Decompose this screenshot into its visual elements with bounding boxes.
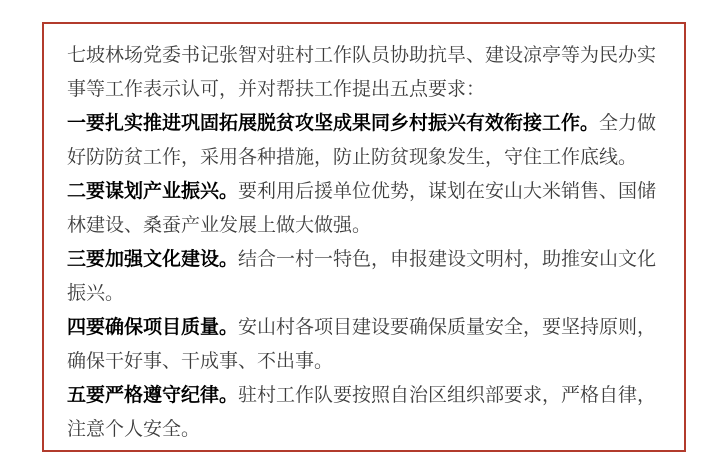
intro-paragraph <box>67 39 662 107</box>
paragraph-lead: 二要谋划产业振兴。 <box>67 181 239 202</box>
paragraph-lead: 一要扎实推进巩固拓展脱贫攻坚成果同乡村振兴有效衔接工作。 <box>67 113 600 134</box>
paragraph-point-5 <box>67 379 662 447</box>
paragraph-text: 要利用后援单位优势，谋划在安山大米销售、国储林建设、桑蚕产业发展上做大做强。 <box>67 181 657 236</box>
paragraph-lead: 四要确保项目质量。 <box>67 317 239 338</box>
paragraph-text: 全力做好防防贫工作，采用各种措施，防止防贫现象发生，守住工作底线。 <box>67 113 657 168</box>
paragraph-text: 结合一村一特色，申报建设文明村，助推安山文化振兴。 <box>67 249 657 304</box>
paragraph-text: 驻村工作队要按照自治区组织部要求，严格自律，注意个人安全。 <box>67 385 657 440</box>
paragraph-lead: 三要加强文化建设。 <box>67 249 239 270</box>
paragraph-point-2 <box>67 175 662 243</box>
paragraph-point-4 <box>67 311 662 379</box>
paragraph-point-1 <box>67 107 662 175</box>
paragraph-lead: 五要严格遵守纪律。 <box>67 385 239 406</box>
paragraph-text: 安山村各项目建设要确保质量安全，要坚持原则，确保干好事、干成事、不出事。 <box>67 317 657 372</box>
notice-box <box>42 22 686 452</box>
paragraph-point-3 <box>67 243 662 311</box>
intro-text: 七坡林场党委书记张智对驻村工作队员协助抗旱、建设凉亭等为民办实事等工作表示认可，并对帮扶工作提出五点要求： <box>67 45 657 100</box>
